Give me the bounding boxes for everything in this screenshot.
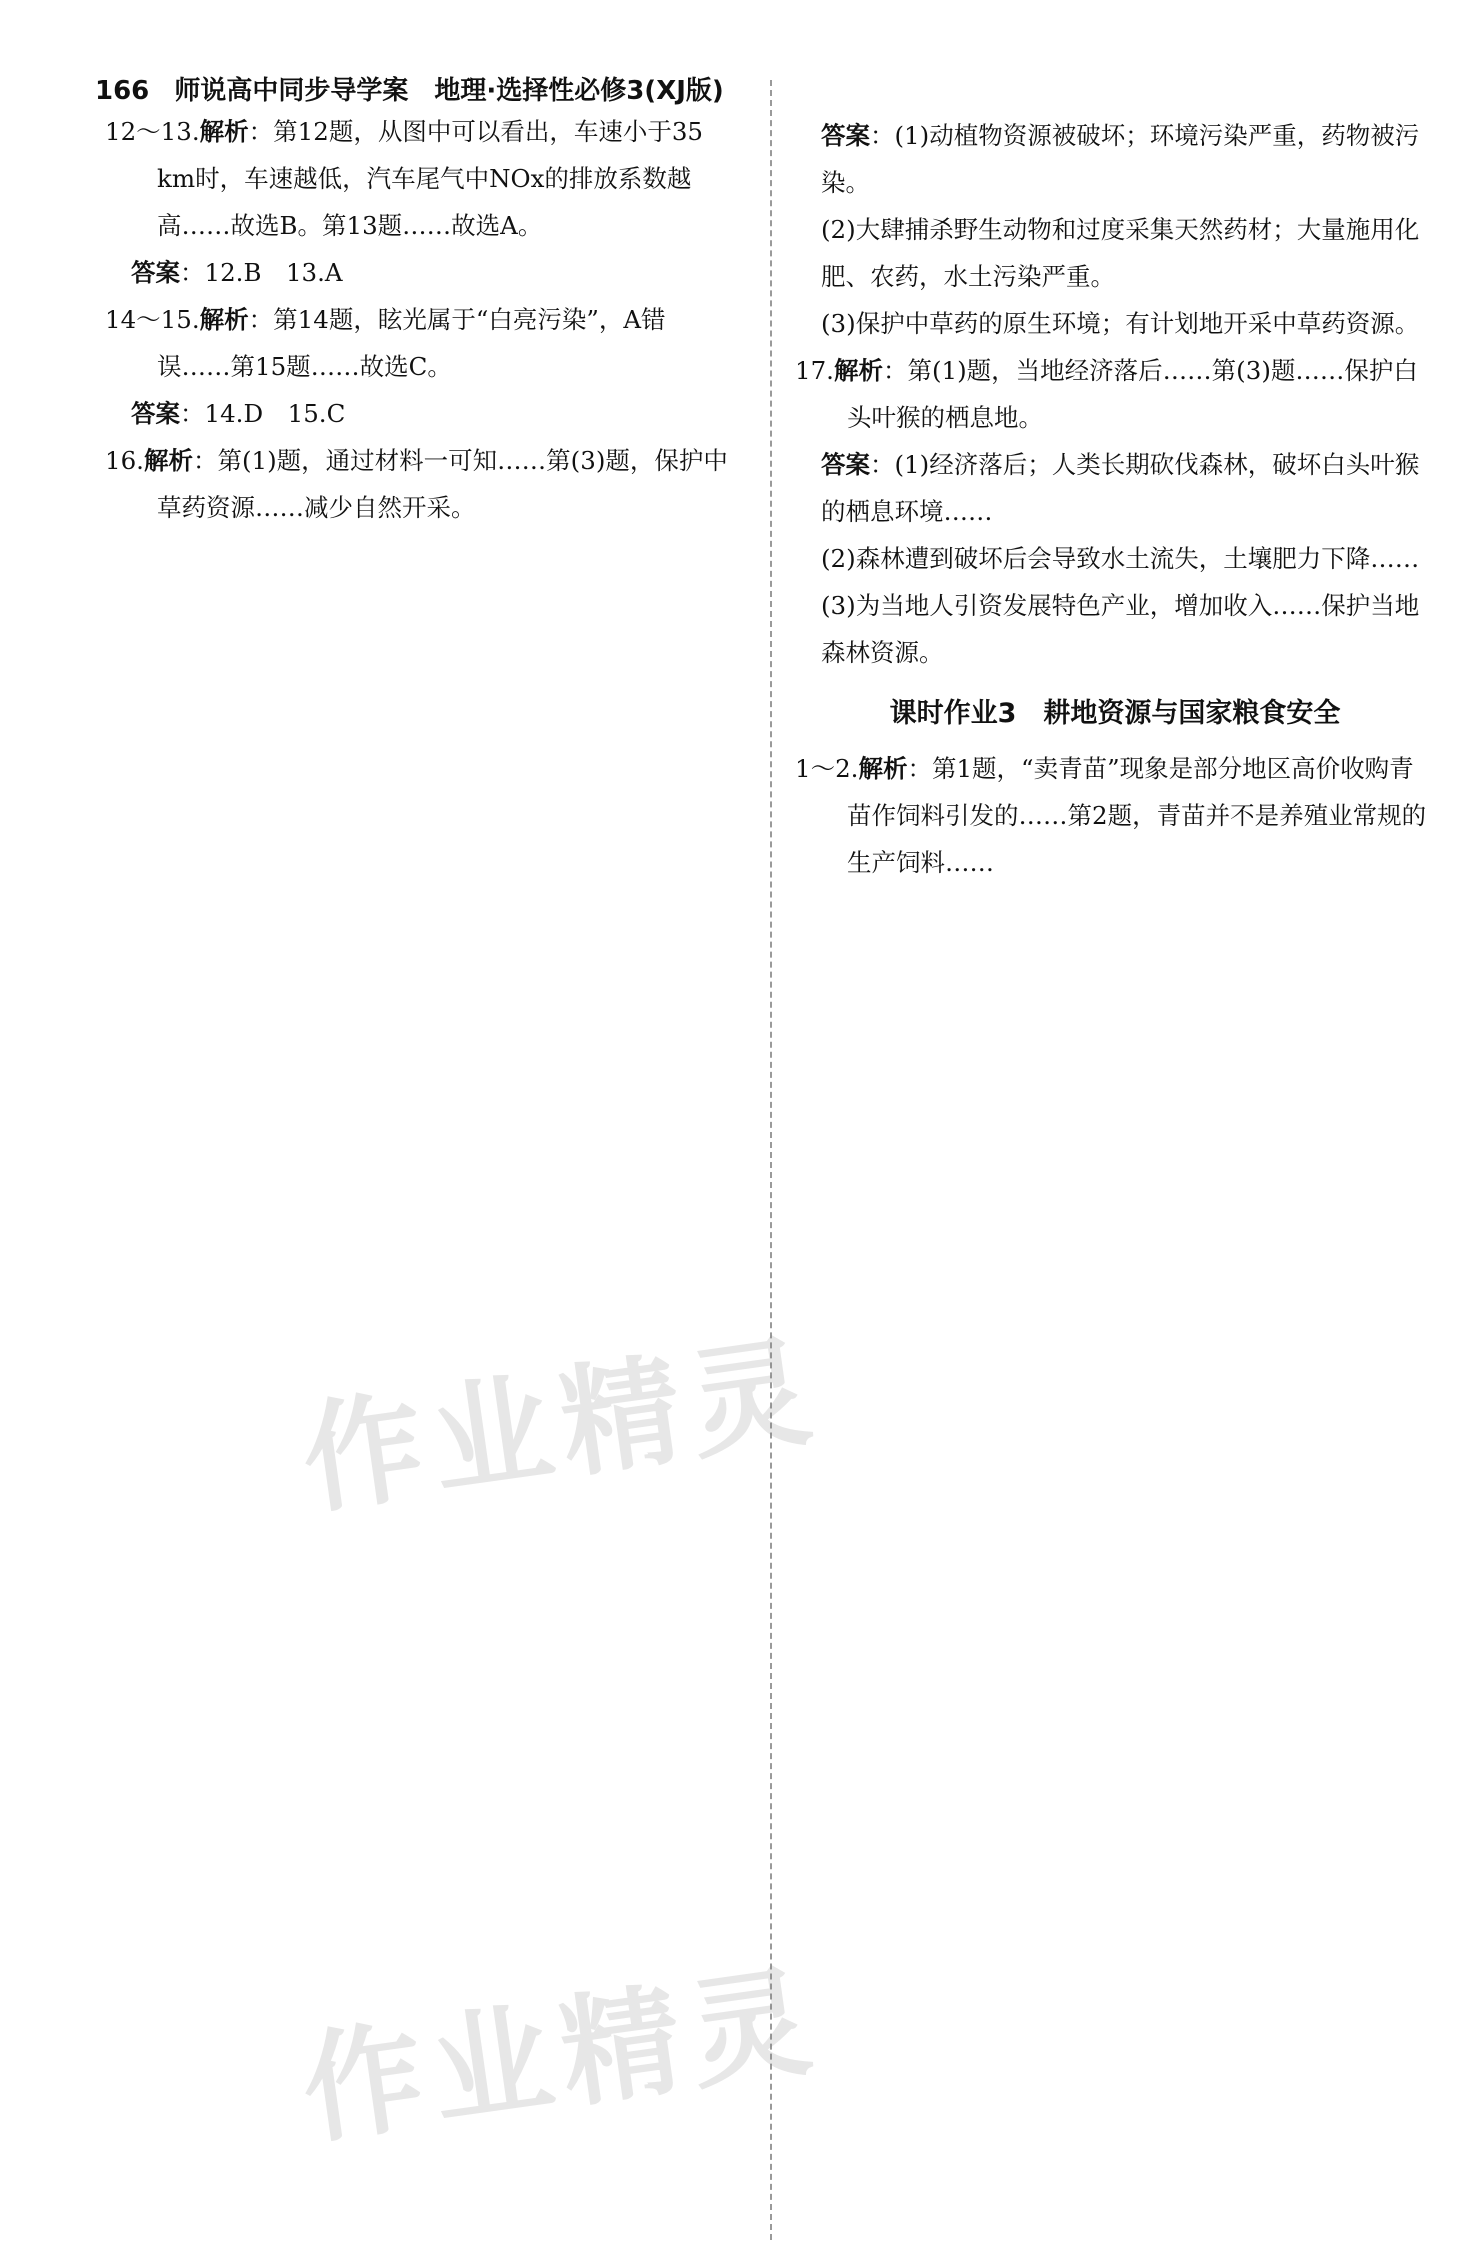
left-column <box>105 108 730 531</box>
book-title: 师说高中同步导学案 地理·选择性必修3(XJ版) <box>174 76 724 106</box>
answer-17-part2: (2)森林遭到破坏后会导致水土流失，土壤肥力下降…… <box>821 544 1420 573</box>
answer-17: 答案：(1)经济落后；人类长期砍伐森林，破坏白头叶猴的栖息环境…… <box>821 450 1420 526</box>
explanation-17: 17.解析：第(1)题，当地经济落后……第(3)题……保护白头叶猴的栖息地。 <box>795 356 1418 432</box>
answer-16: 答案：(1)动植物资源被破坏；环境污染严重，药物被污染。 <box>821 121 1420 197</box>
explanation-14-15: 14～15.解析：第14题，眩光属于“白亮污染”，A错误……第15题……故选C。 <box>105 305 666 381</box>
explanation-16: 16.解析：第(1)题，通过材料一可知……第(3)题，保护中草药资源……减少自然开采。 <box>105 446 728 522</box>
answer-16-part2: (2)大肆捕杀野生动物和过度采集天然药材；大量施用化肥、农药，水土污染严重。 <box>821 215 1420 291</box>
answer-12-13: 答案：12.B 13.A <box>131 258 343 287</box>
explanation-1-2: 1～2.解析：第1题，“卖青苗”现象是部分地区高价收购青苗作饲料引发的……第2题，青苗并不是养殖业常规的生产饲料…… <box>795 754 1427 877</box>
answer-16-part3: (3)保护中草药的原生环境；有计划地开采中草药资源。 <box>821 309 1420 338</box>
explanation-12-13: 12～13.解析：第12题，从图中可以看出，车速小于35 km时，车速越低，汽车尾气中NOx的排放系数越高……故选B。第13题……故选A。 <box>105 117 703 240</box>
page-number: 166 <box>95 76 150 106</box>
section-title: 课时作业3 耕地资源与国家粮食安全 <box>889 698 1341 729</box>
answer-14-15: 答案：14.D 15.C <box>131 399 346 428</box>
page-header <box>95 70 724 107</box>
column-divider <box>770 80 772 2240</box>
answer-17-part3: (3)为当地人引资发展特色产业，增加收入……保护当地森林资源。 <box>821 591 1420 667</box>
right-column <box>795 112 1435 886</box>
watermark: 作业精灵 <box>294 1951 829 2162</box>
watermark: 作业精灵 <box>294 1321 829 1532</box>
